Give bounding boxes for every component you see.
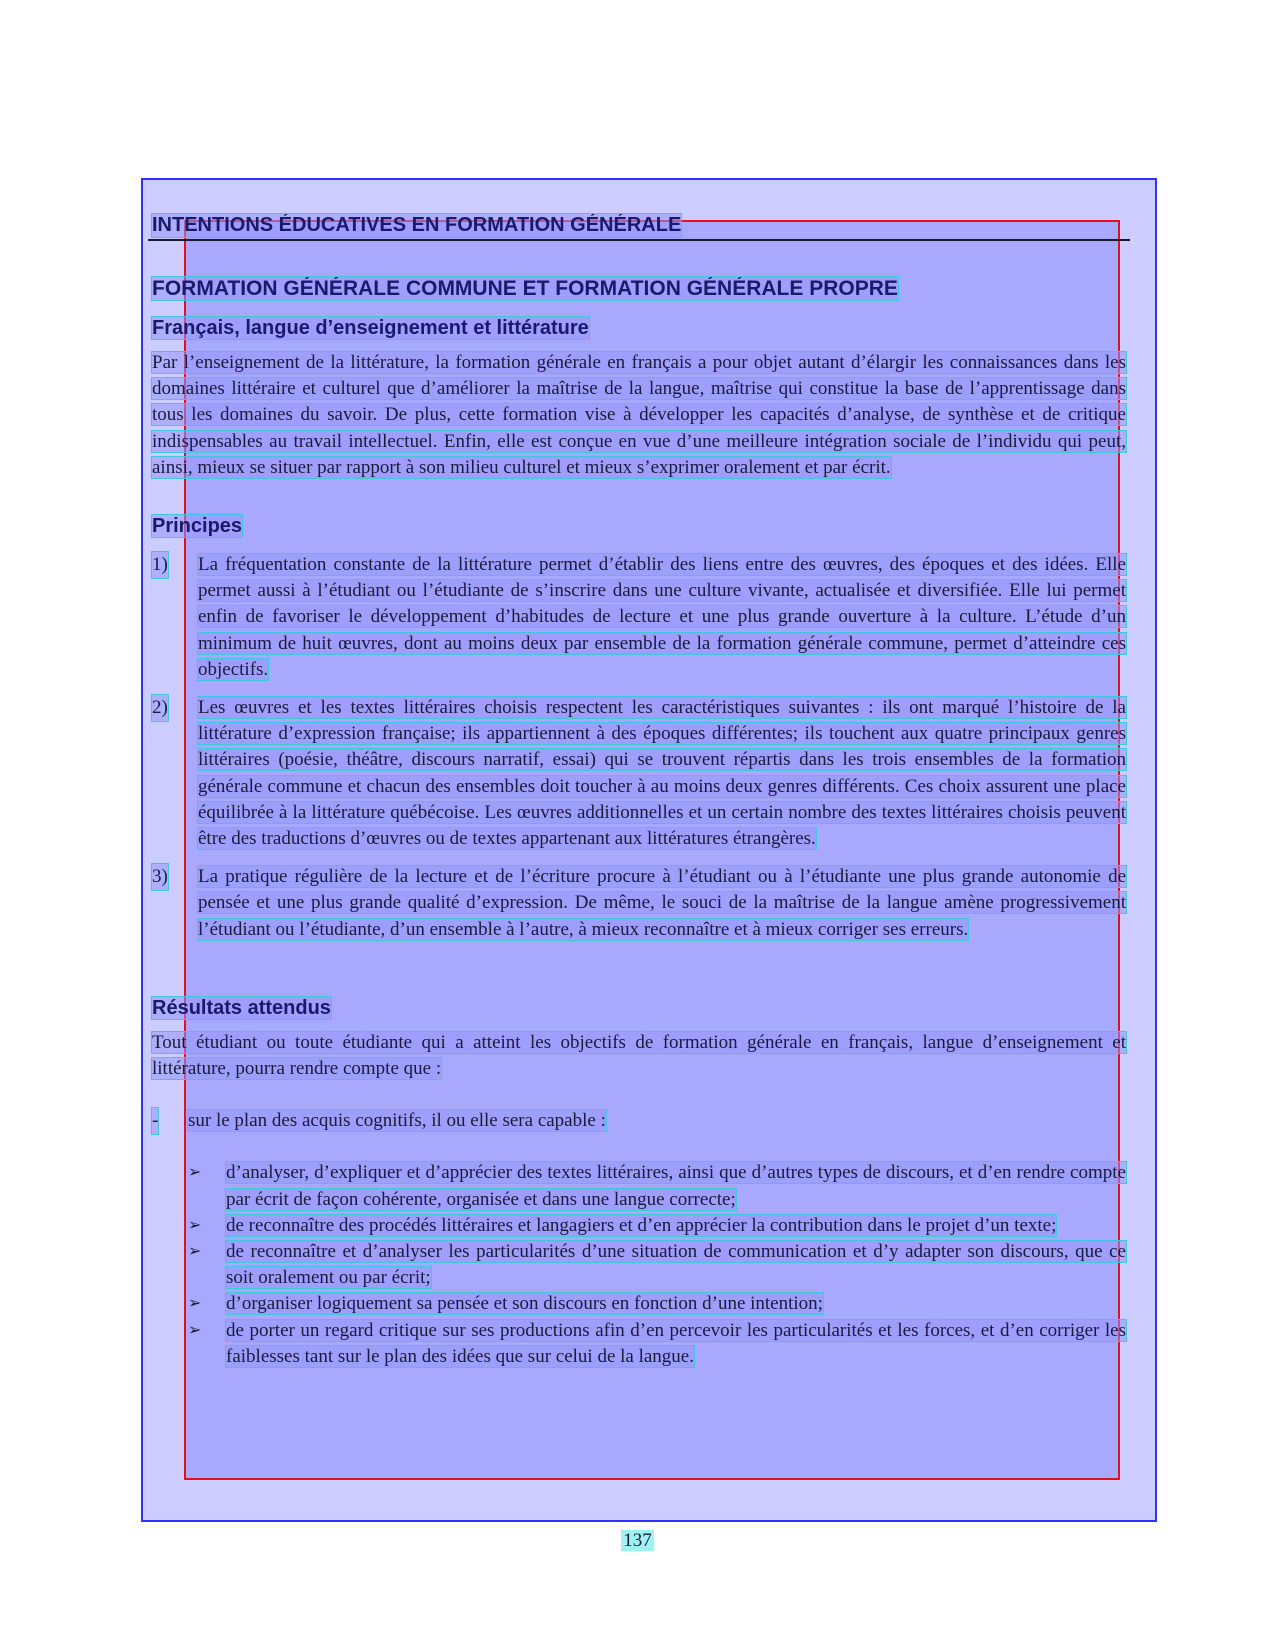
lead-text: sur le plan des acquis cognitifs, il ou elle sera capable : (188, 1110, 606, 1132)
section-title: INTENTIONS ÉDUCATIVES EN FORMATION GÉNÉRALE (152, 214, 682, 236)
results-bullet-list (152, 1160, 1126, 1370)
arrow-bullet-icon: ➢ (188, 1216, 202, 1234)
list-item: ➢ d’analyser, d’expliquer et d’apprécier des textes littéraires, ainsi que d’autres types de discours, et d’en rendre compte par écrit de façon cohérente, organisée et dans une langue correcte; (188, 1162, 1126, 1210)
principle-text: La fréquentation constante de la littérature permet d’établir des liens entre des œuvres, des époques et des idées. Elle permet aussi à l’étudiant ou l’étudiante de s’inscrire dans une culture vivante, actualisée et diversifiée. Elle lui permet enfin de favoriser le développement d’habitudes de lecture et une plus grande ouverture à la culture. L’étude d’un minimum de huit œuvres, dont au moins deux par ensemble de la formation générale commune, permet d’atteindre ces objectifs. (198, 554, 1126, 680)
principle-number: 2) (152, 695, 168, 721)
arrow-bullet-icon: ➢ (188, 1164, 202, 1182)
principle-number: 1) (152, 552, 168, 578)
subject-title: Français, langue d’enseignement et littérature (152, 317, 589, 339)
principle-item (152, 695, 1126, 852)
intro-paragraph: Par l’enseignement de la littérature, la formation générale en français a pour objet autant d’élargir les connaissances dans les domaines littéraire et culturel que d’améliorer la maîtrise de la langue, maîtrise qui constitue la base de l’apprentissage dans tous les domaines du savoir. De plus, cette formation vise à développer les capacités d’analyse, de synthèse et de critique indispensables au travail intellectuel. Enfin, elle est conçue en vue d’une meilleure intégration sociale de l’individu qui peut, ainsi, mieux se situer par rapport à son milieu culturel et mieux s’exprimer oralement et par écrit. (152, 352, 1126, 478)
arrow-bullet-icon: ➢ (188, 1321, 202, 1339)
principles-list (152, 552, 1126, 943)
main-title: FORMATION GÉNÉRALE COMMUNE ET FORMATION GÉNÉRALE PROPRE (152, 277, 898, 300)
principles-heading: Principes (152, 515, 243, 538)
arrow-bullet-icon: ➢ (188, 1243, 202, 1261)
cognitive-lead (152, 1108, 1126, 1134)
principle-number: 3) (152, 864, 168, 890)
principle-item (152, 864, 1126, 943)
principle-text: La pratique régulière de la lecture et de l’écriture procure à l’étudiant ou à l’étudiante une plus grande autonomie de pensée et une plus grande qualité d’expression. De même, le souci de la maîtrise de la langue amène progressivement l’étudiant ou l’étudiante, d’un ensemble à l’autre, à mieux reconnaître et à mieux corriger ses erreurs. (198, 866, 1126, 940)
list-item: ➢ de porter un regard critique sur ses productions afin d’en percevoir les particularités et les forces, et d’en corriger les faiblesses tant sur le plan des idées que sur celui de la langue. (188, 1319, 1126, 1367)
document-content (152, 214, 1126, 1370)
principle-item (152, 552, 1126, 683)
principle-text: Les œuvres et les textes littéraires choisis respectent les caractéristiques suivantes : ils ont marqué l’histoire de la littérature d’expression française; ils appartiennent à des époques différentes; ils touchent aux quatre principaux genres littéraires (poésie, théâtre, discours narratif, essai) qui se trouvent répartis dans les trois ensembles de la formation générale commune et chacun des ensembles doit toucher à au moins deux genres différents. Ces choix assurent une place équilibrée à la littérature québécoise. Les œuvres additionnelles et un certain nombre des textes littéraires choisis peuvent être des traductions d’œuvres ou de textes appartenant aux littératures étrangères. (198, 697, 1126, 850)
section-title-wrap (152, 214, 1126, 237)
results-heading: Résultats attendus (152, 996, 331, 1019)
page-number: 137 (623, 1530, 652, 1551)
arrow-bullet-icon: ➢ (188, 1295, 202, 1313)
list-item: ➢ de reconnaître des procédés littéraires et langagiers et d’en apprécier la contribution dans le projet d’un texte; (226, 1213, 1126, 1239)
list-item: ➢ d’organiser logiquement sa pensée et son discours en fonction d’une intention; (226, 1291, 1126, 1317)
dash-marker: - (152, 1108, 158, 1134)
results-intro: Tout étudiant ou toute étudiante qui a atteint les objectifs de formation générale en français, langue d’enseignement et littérature, pourra rendre compte que : (152, 1031, 1126, 1080)
list-item: ➢ de reconnaître et d’analyser les particularités d’une situation de communication et d’y adapter son discours, que ce soit oralement ou par écrit; (188, 1241, 1126, 1289)
title-rule (148, 239, 1130, 241)
